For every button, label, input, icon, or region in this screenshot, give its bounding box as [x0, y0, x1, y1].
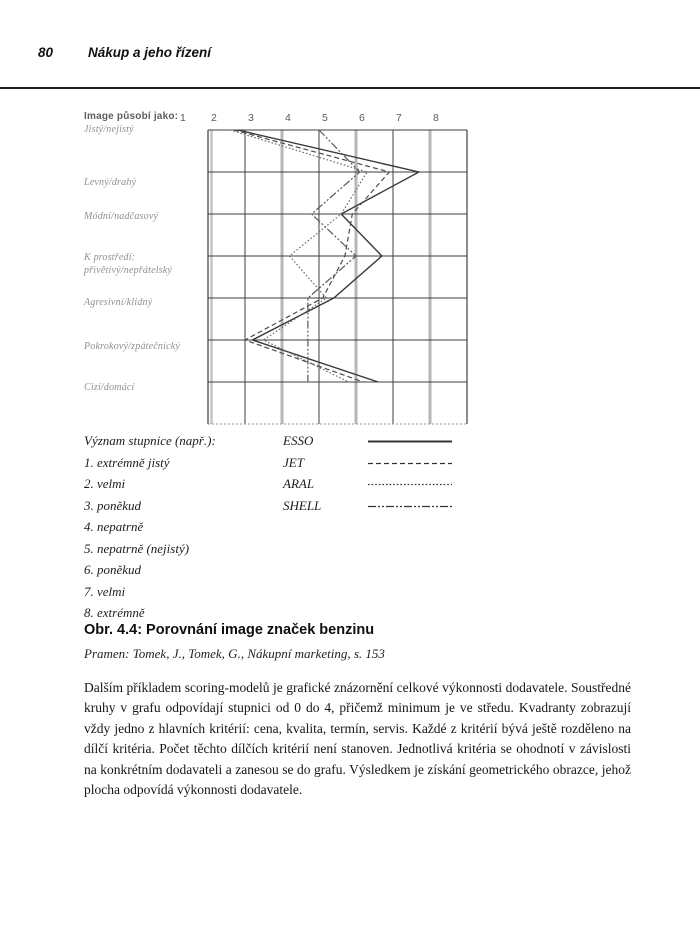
- scale-item: 2. velmi: [84, 476, 126, 491]
- x-tick-label: 3: [248, 112, 254, 124]
- x-tick-label: 2: [211, 112, 217, 124]
- scale-heading: Význam stupnice (např.):: [84, 433, 216, 448]
- scale-item: 7. velmi: [84, 583, 126, 599]
- figure-source: Pramen: Tomek, J., Tomek, G., Nákupní marketing, s. 153: [84, 646, 385, 661]
- body-paragraph: Dalším příkladem scoring-modelů je grafické znázornění celkové výkonnosti dodavatele. Soustředné kruhy v grafu odpovídají stupnici od 0 do 4, přičemž minimum je ve středu. Kvadranty zobrazují vždy jedno z hlavních kritérií: cena, kvalita, termín, servis. Každé z kritérií bývá ještě rozděleno na dílčí kritéria. Počet těchto dílčích kritérií není stanoven. Jednotlivá kritéria se ohodnotí v závislosti na konkrétním dodavateli a zanesou se do grafu. Výsledkem je získání geometrického obrazce, jehož plocha odpovídá výkonnosti dodavatele.: [84, 680, 631, 798]
- scale-legend: [84, 430, 274, 624]
- chart-title: Image působí jako:: [84, 111, 179, 122]
- legend-line-sample-esso: [368, 438, 452, 445]
- x-tick-label: 1: [180, 112, 186, 124]
- chart-category-label: Levný/drahý: [84, 177, 137, 188]
- chart-category-label: K prostředí: přívětivý/nepřátelský: [84, 252, 173, 276]
- scale-item: 6. poněkud: [84, 562, 142, 577]
- scale-item: 1. extrémně jistý: [84, 454, 170, 470]
- legend-line-sample-aral: [368, 481, 452, 488]
- figure-caption: Obr. 4.4: Porovnání image značek benzinu: [84, 622, 375, 638]
- chart-category-label: Cizí/domácí: [84, 382, 135, 393]
- legend-brand-name: ESSO: [283, 433, 314, 448]
- running-title: Nákup a jeho řízení: [88, 45, 212, 60]
- chart-category-label: Agresivní/klidný: [84, 297, 153, 308]
- brand-legend: [283, 430, 363, 516]
- legend-line-sample-shell: [368, 503, 452, 510]
- chart-category-label: Jistý/nejistý: [84, 124, 134, 135]
- legend-brand-name: SHELL: [283, 497, 322, 513]
- chart-category-label: Módní/nadčasový: [84, 211, 159, 222]
- header-rule: [0, 87, 700, 89]
- scale-item: 5. nepatrně (nejistý): [84, 540, 190, 556]
- chart-category-label: Pokrokový/zpátečnický: [84, 341, 181, 352]
- scale-item: 3. poněkud: [84, 497, 142, 513]
- x-tick-label: 7: [396, 112, 402, 124]
- x-tick-label: 8: [433, 112, 439, 124]
- x-tick-label: 5: [322, 112, 328, 124]
- scale-item: 8. extrémně: [84, 605, 145, 620]
- scale-item: 4. nepatrně: [84, 519, 144, 534]
- legend-line-sample-jet: [368, 460, 452, 467]
- page-number: 80: [38, 45, 54, 60]
- legend-brand-name: ARAL: [283, 476, 315, 491]
- legend-brand-name: JET: [283, 454, 304, 470]
- image-profile-chart: [170, 105, 480, 430]
- x-tick-label: 6: [359, 112, 365, 124]
- x-tick-label: 4: [285, 112, 291, 124]
